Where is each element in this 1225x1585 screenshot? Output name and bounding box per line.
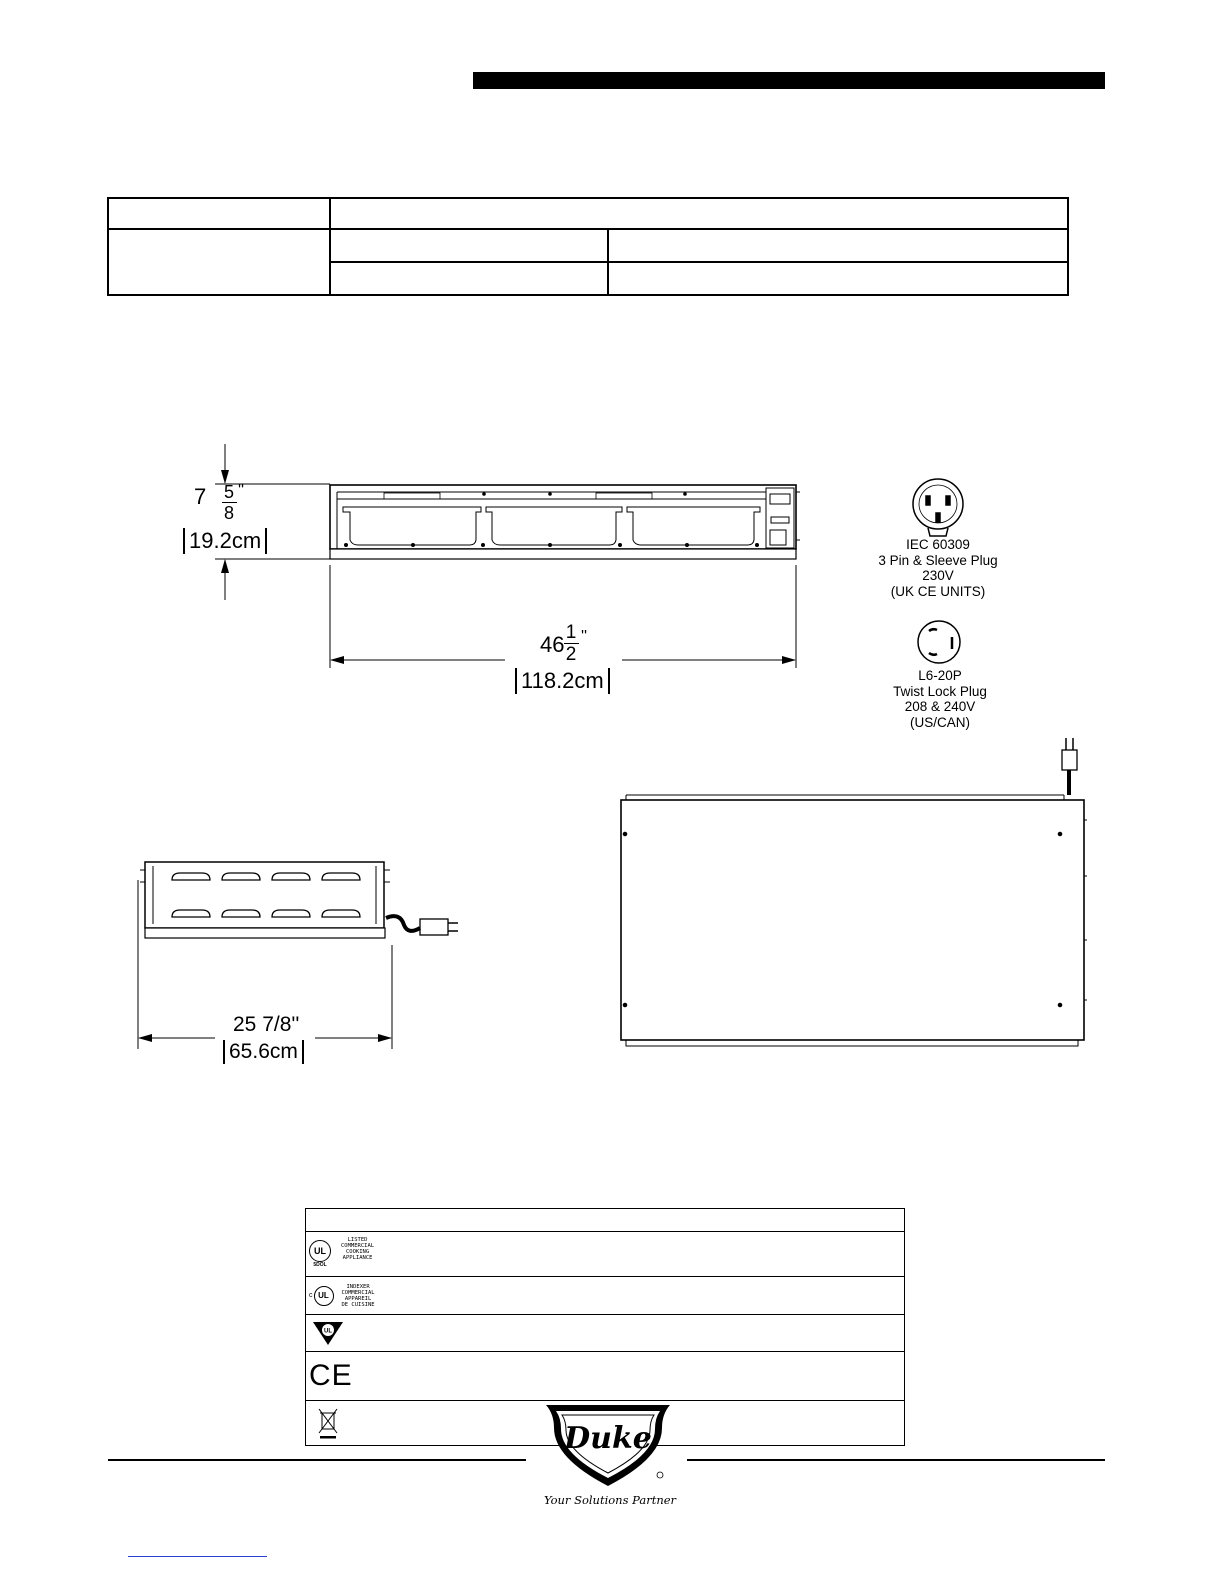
table-cell <box>306 1209 905 1232</box>
table-row <box>306 1232 905 1277</box>
front-view <box>330 485 800 559</box>
footer-line-right <box>687 1459 1105 1461</box>
ul-listed-text <box>341 1237 374 1261</box>
depth-inches: 25 7/8'' <box>233 1013 300 1036</box>
inch-mark: '' <box>581 628 588 645</box>
table-cell <box>306 1315 905 1352</box>
cul-prefix: c <box>309 1292 313 1299</box>
table-row <box>306 1209 905 1232</box>
fraction-numerator: 1 <box>565 622 577 643</box>
table-row <box>306 1277 905 1315</box>
footer-line-left <box>108 1459 526 1461</box>
pin-sleeve-plug-icon <box>913 479 963 536</box>
twist-lock-plug-icon <box>918 621 960 663</box>
height-fraction <box>221 482 237 523</box>
table-cell <box>306 1277 905 1315</box>
cert-text-line: APPAREIL <box>344 1295 372 1302</box>
iec-plug-label <box>860 537 1016 599</box>
side-view <box>140 862 458 938</box>
plug-label-line: 208 & 240V <box>904 699 976 714</box>
width-inches: 46 <box>540 632 565 657</box>
cul-text <box>342 1284 375 1308</box>
cert-text-line: COMMERCIAL <box>341 1243 375 1249</box>
tagline: Your Solutions Partner <box>544 1493 677 1507</box>
depth-cm: 65.6cm <box>223 1040 304 1064</box>
ul-sanitation-icon <box>311 1319 345 1347</box>
plug-label-line: IEC 60309 <box>906 537 970 552</box>
height-cm: 19.2cm <box>183 528 267 554</box>
link-underline[interactable] <box>128 1556 267 1557</box>
table-cell <box>306 1232 905 1277</box>
table-row <box>306 1352 905 1401</box>
ul-listed-icon <box>309 1240 331 1268</box>
svg-text:UL: UL <box>324 1328 332 1335</box>
inch-mark: '' <box>238 482 245 499</box>
cert-text-line: COOKING <box>345 1249 370 1255</box>
fraction-numerator: 5 <box>223 482 234 502</box>
table-row <box>306 1315 905 1352</box>
crossed-bin-icon <box>316 1405 340 1441</box>
plug-label-line: Twist Lock Plug <box>893 683 987 699</box>
top-view <box>621 738 1087 1046</box>
duke-logo-text: Duke <box>564 1421 652 1456</box>
ce-mark-icon: CE <box>309 1359 353 1392</box>
cert-text-line: DE CUISINE <box>341 1301 375 1308</box>
l620-plug-label <box>862 668 1018 730</box>
height-inches: 7 <box>194 484 207 509</box>
plug-label-line: 3 Pin & Sleeve Plug <box>878 552 998 568</box>
cert-text-line: APPLIANCE <box>342 1255 373 1261</box>
fraction-denominator: 8 <box>223 503 234 523</box>
cert-text-line: LISTED <box>347 1237 368 1243</box>
cert-text-line: INDEXER <box>346 1283 370 1290</box>
ul-mark: UL <box>309 1240 331 1262</box>
width-fraction <box>563 622 579 665</box>
table-cell <box>306 1352 905 1401</box>
width-cm: 118.2cm <box>515 668 610 694</box>
cul-icon: UL <box>314 1286 334 1306</box>
plug-label-line: L6-20P <box>918 668 962 683</box>
cert-text-line: COMMERCIAL <box>341 1289 375 1296</box>
ul-sub: 5DOL <box>313 1262 327 1268</box>
plug-label-line: (UK CE UNITS) <box>890 583 986 599</box>
fraction-denominator: 2 <box>565 644 577 665</box>
duke-logo <box>538 1400 678 1490</box>
plug-label-line: (US/CAN) <box>910 714 970 730</box>
plug-label-line: 230V <box>922 568 954 583</box>
